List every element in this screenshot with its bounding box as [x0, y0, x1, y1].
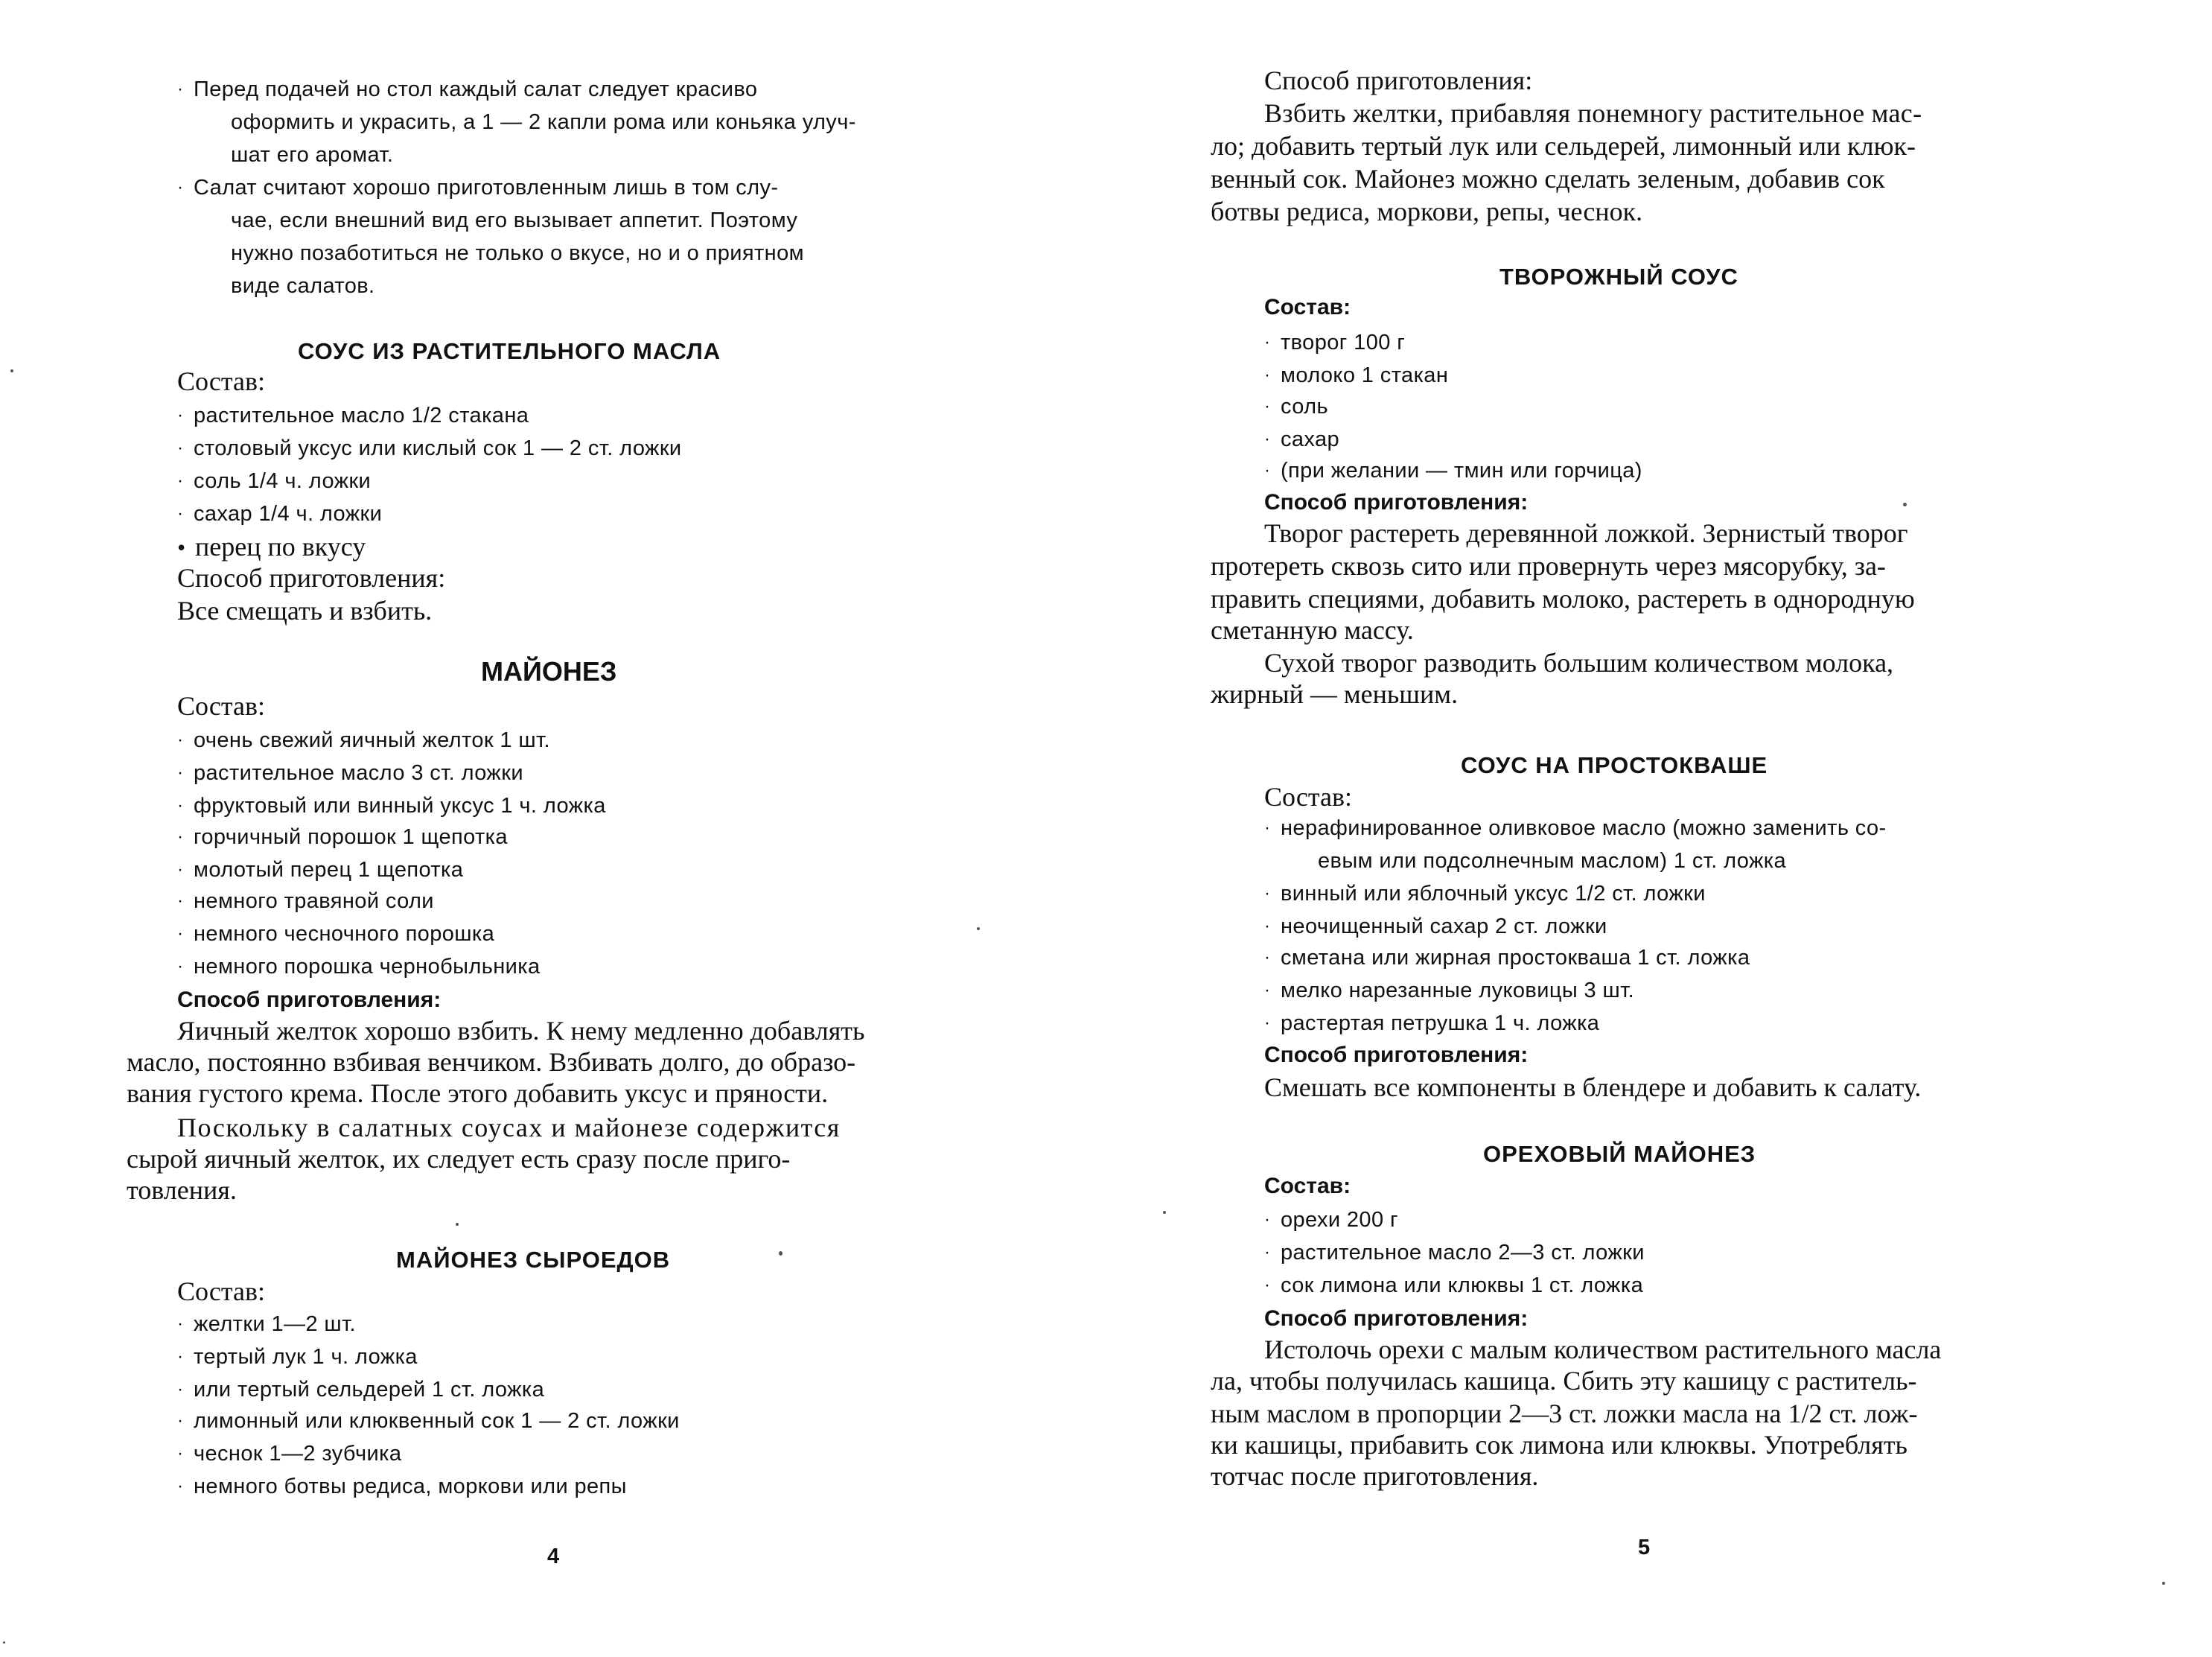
method-text: вания густого крема. После этого добавить уксус и пряности.	[127, 1078, 829, 1108]
bullet: ·	[1264, 916, 1271, 936]
bullet: ·	[177, 503, 184, 524]
bullet: ·	[1264, 1013, 1271, 1033]
method-label: Способ приготовления:	[1264, 490, 1529, 515]
ingredient-item: · молоко 1 стакан	[1264, 363, 1449, 387]
ingredient-item: · растертая петрушка 1 ч. ложка	[1264, 1011, 1600, 1035]
ingredient-item: · столовый уксус или кислый сок 1 — 2 ст. ложки	[177, 436, 682, 460]
section-title-mayonnaise: МАЙОНЕЗ	[481, 656, 617, 687]
method-text: тотчас после приготовления.	[1211, 1461, 1539, 1491]
ingredient-item: · молотый перец 1 щепотка	[177, 858, 464, 882]
section-title-curd-sauce: ТВОРОЖНЫЙ СОУС	[1499, 264, 1738, 290]
bullet: ·	[177, 1314, 184, 1334]
ingredient-item: • перец по вкусу	[177, 532, 366, 562]
method-text: ным маслом в пропорции 2—3 ст. ложки масла на 1/2 ст. лож-	[1211, 1399, 1918, 1428]
scan-speck	[779, 1251, 783, 1256]
method-text: ки кашицы, прибавить сок лимона или клюквы. Употреблять	[1211, 1430, 1907, 1460]
ingredient-item: · чеснок 1—2 зубчика	[177, 1442, 402, 1466]
ingredient-item: · сок лимона или клюквы 1 ст. ложка	[1264, 1273, 1644, 1297]
method-text: Поскольку в салатных соусах и майонезе содержится	[177, 1113, 841, 1142]
bullet: ·	[177, 79, 184, 99]
ingredient-item: · желтки 1—2 шт.	[177, 1312, 357, 1336]
method-text: Творог растереть деревянной ложкой. Зернистый творог	[1264, 518, 1908, 548]
ingredient-item: · фруктовый или винный уксус 1 ч. ложка	[177, 794, 606, 818]
method-text: Все смещать и взбить.	[177, 596, 433, 626]
bullet: ·	[177, 177, 184, 197]
composition-label: Состав:	[177, 366, 266, 396]
bullet: ·	[177, 956, 184, 976]
method-label: Способ приготовления:	[1264, 1306, 1529, 1331]
intro-line-5: чае, если внешний вид его вызывает аппетит. Поэтому	[231, 209, 798, 232]
bullet: ·	[1264, 980, 1271, 1000]
method-text: Истолочь орехи с малым количеством растительного масла	[1264, 1335, 1942, 1364]
bullet: ·	[177, 1410, 184, 1431]
section-title-nut-mayonnaise: ОРЕХОВЫЙ МАЙОНЕЗ	[1483, 1141, 1756, 1167]
ingredient-item: · тертый лук 1 ч. ложка	[177, 1345, 418, 1369]
method-label: Способ приготовления:	[177, 563, 446, 593]
ingredient-item: · или тертый сельдерей 1 ст. ложка	[177, 1378, 545, 1402]
composition-label: Состав:	[1264, 1174, 1351, 1198]
bullet: ·	[177, 1379, 184, 1399]
scan-speck	[3, 1641, 5, 1644]
ingredient-item: · лимонный или клюквенный сок 1 — 2 ст. ложки	[177, 1409, 680, 1433]
ingredient-item: · сахар 1/4 ч. ложки	[177, 502, 383, 526]
ingredient-item: · соль	[1264, 395, 1328, 419]
bullet: •	[177, 534, 186, 561]
ingredient-item-continued: евым или подсолнечным маслом) 1 ст. ложка	[1318, 849, 1787, 873]
bullet: ·	[177, 471, 184, 491]
ingredient-item: · немного травяной соли	[177, 889, 434, 913]
ingredient-item: · растительное масло 1/2 стакана	[177, 404, 529, 427]
ingredient-item: · немного порошка чернобыльника	[177, 955, 541, 979]
bullet: ·	[1264, 365, 1271, 385]
scan-speck	[456, 1223, 459, 1226]
right-page	[1205, 0, 2083, 1657]
method-text: править специями, добавить молоко, растереть в однородную	[1211, 584, 1915, 614]
method-label: Способ приготовления:	[1264, 66, 1533, 95]
composition-label: Состав:	[177, 1276, 266, 1306]
bullet: ·	[1264, 883, 1271, 903]
bullet: ·	[177, 438, 184, 458]
composition-label: Состав:	[177, 691, 266, 721]
ingredient-item: · горчичный порошок 1 щепотка	[177, 825, 508, 849]
ingredient-item: · неочищенный сахар 2 ст. ложки	[1264, 915, 1607, 938]
bullet: ·	[177, 891, 184, 911]
ingredient-item: · творог 100 г	[1264, 331, 1406, 354]
method-text: венный сок. Майонез можно сделать зеленым, добавив сок	[1211, 164, 1885, 194]
intro-line-4: · Салат считают хорошо приготовленным лишь в том слу-	[177, 176, 779, 200]
method-text: сметанную массу.	[1211, 615, 1414, 645]
section-title-prostokvasha-sauce: СОУС НА ПРОСТОКВАШЕ	[1461, 752, 1768, 778]
scan-speck	[10, 369, 13, 372]
bullet: ·	[1264, 460, 1271, 480]
ingredient-item: · нерафинированное оливковое масло (можно заменить со-	[1264, 816, 1887, 840]
bullet: ·	[177, 859, 184, 880]
method-text: Сухой творог разводить большим количеством молока,	[1264, 648, 1894, 678]
composition-label: Состав:	[1264, 782, 1353, 812]
left-page	[127, 0, 1001, 1657]
section-title-oil-sauce: СОУС ИЗ РАСТИТЕЛЬНОГО МАСЛА	[298, 338, 721, 364]
bullet: ·	[1264, 1242, 1271, 1262]
intro-line-3: шат его аромат.	[231, 143, 394, 167]
ingredient-item: · растительное масло 3 ст. ложки	[177, 761, 523, 785]
method-text: сырой яичный желток, их следует есть сразу после приго-	[127, 1144, 791, 1174]
bullet: ·	[177, 405, 184, 425]
bullet: ·	[177, 1443, 184, 1463]
bullet: ·	[177, 1476, 184, 1496]
intro-line-7: виде салатов.	[231, 274, 375, 298]
ingredient-item: · сахар	[1264, 427, 1340, 451]
bullet: ·	[1264, 818, 1271, 838]
ingredient-item: · соль 1/4 ч. ложки	[177, 469, 372, 493]
bullet: ·	[177, 730, 184, 750]
bullet: ·	[1264, 1209, 1271, 1230]
method-label: Способ приготовления:	[177, 987, 442, 1012]
bullet: ·	[177, 1346, 184, 1367]
ingredient-item: · растительное масло 2—3 ст. ложки	[1264, 1241, 1645, 1265]
section-title-raw-mayonnaise: МАЙОНЕЗ СЫРОЕДОВ	[396, 1247, 671, 1273]
bullet: ·	[177, 923, 184, 944]
bullet: ·	[1264, 429, 1271, 449]
page-number: 4	[547, 1545, 560, 1568]
bullet: ·	[177, 795, 184, 815]
scan-speck	[1163, 1211, 1166, 1214]
bullet: ·	[1264, 1275, 1271, 1295]
method-text: Смешать все компоненты в блендере и добавить к салату.	[1264, 1072, 1922, 1102]
ingredient-item: · сметана или жирная простокваша 1 ст. ложка	[1264, 946, 1750, 970]
ingredient-item: · мелко нарезанные луковицы 3 шт.	[1264, 979, 1635, 1002]
method-text: товления.	[127, 1175, 237, 1205]
ingredient-item: · винный или яблочный уксус 1/2 ст. ложки	[1264, 882, 1706, 906]
bullet: ·	[1264, 947, 1271, 967]
scan-speck	[977, 927, 980, 930]
method-text: Яичный желток хорошо взбить. К нему медленно добавлять	[177, 1016, 865, 1046]
ingredient-item: · очень свежий яичный желток 1 шт.	[177, 728, 550, 752]
ingredient-item: · немного ботвы редиса, моркови или репы	[177, 1475, 627, 1498]
bullet: ·	[1264, 396, 1271, 416]
intro-line-2: оформить и украсить, а 1 — 2 капли рома или коньяка улуч-	[231, 110, 856, 134]
method-label: Способ приготовления:	[1264, 1043, 1529, 1067]
scan-speck	[2162, 1582, 2165, 1585]
composition-label: Состав:	[1264, 295, 1351, 319]
ingredient-item: · (при желании — тмин или горчица)	[1264, 459, 1642, 483]
method-text: ло; добавить тертый лук или сельдерей, лимонный или клюк-	[1211, 131, 1916, 161]
page-number: 5	[1638, 1536, 1651, 1559]
method-text: ботвы редиса, моркови, репы, чеснок.	[1211, 197, 1643, 226]
bullet: ·	[1264, 332, 1271, 352]
intro-line-1: · Перед подачей но стол каждый салат следует красиво	[177, 77, 758, 101]
intro-line-6: нужно позаботиться не только о вкусе, но и о приятном	[231, 241, 804, 265]
bullet: ·	[177, 827, 184, 847]
method-text: Взбить желтки, прибавляя понемногу растительное мас-	[1264, 98, 1922, 128]
method-text: протереть сквозь сито или провернуть через мясорубку, за-	[1211, 551, 1886, 581]
ingredient-item: · орехи 200 г	[1264, 1208, 1398, 1232]
method-text: жирный — меньшим.	[1211, 679, 1459, 709]
method-text: масло, постоянно взбивая венчиком. Взбивать долго, до образо-	[127, 1047, 856, 1077]
bullet: ·	[177, 763, 184, 783]
scan-speck	[1903, 503, 1907, 506]
method-text: ла, чтобы получилась кашица. Сбить эту кашицу с раститель-	[1211, 1366, 1917, 1396]
ingredient-item: · немного чесночного порошка	[177, 922, 495, 946]
